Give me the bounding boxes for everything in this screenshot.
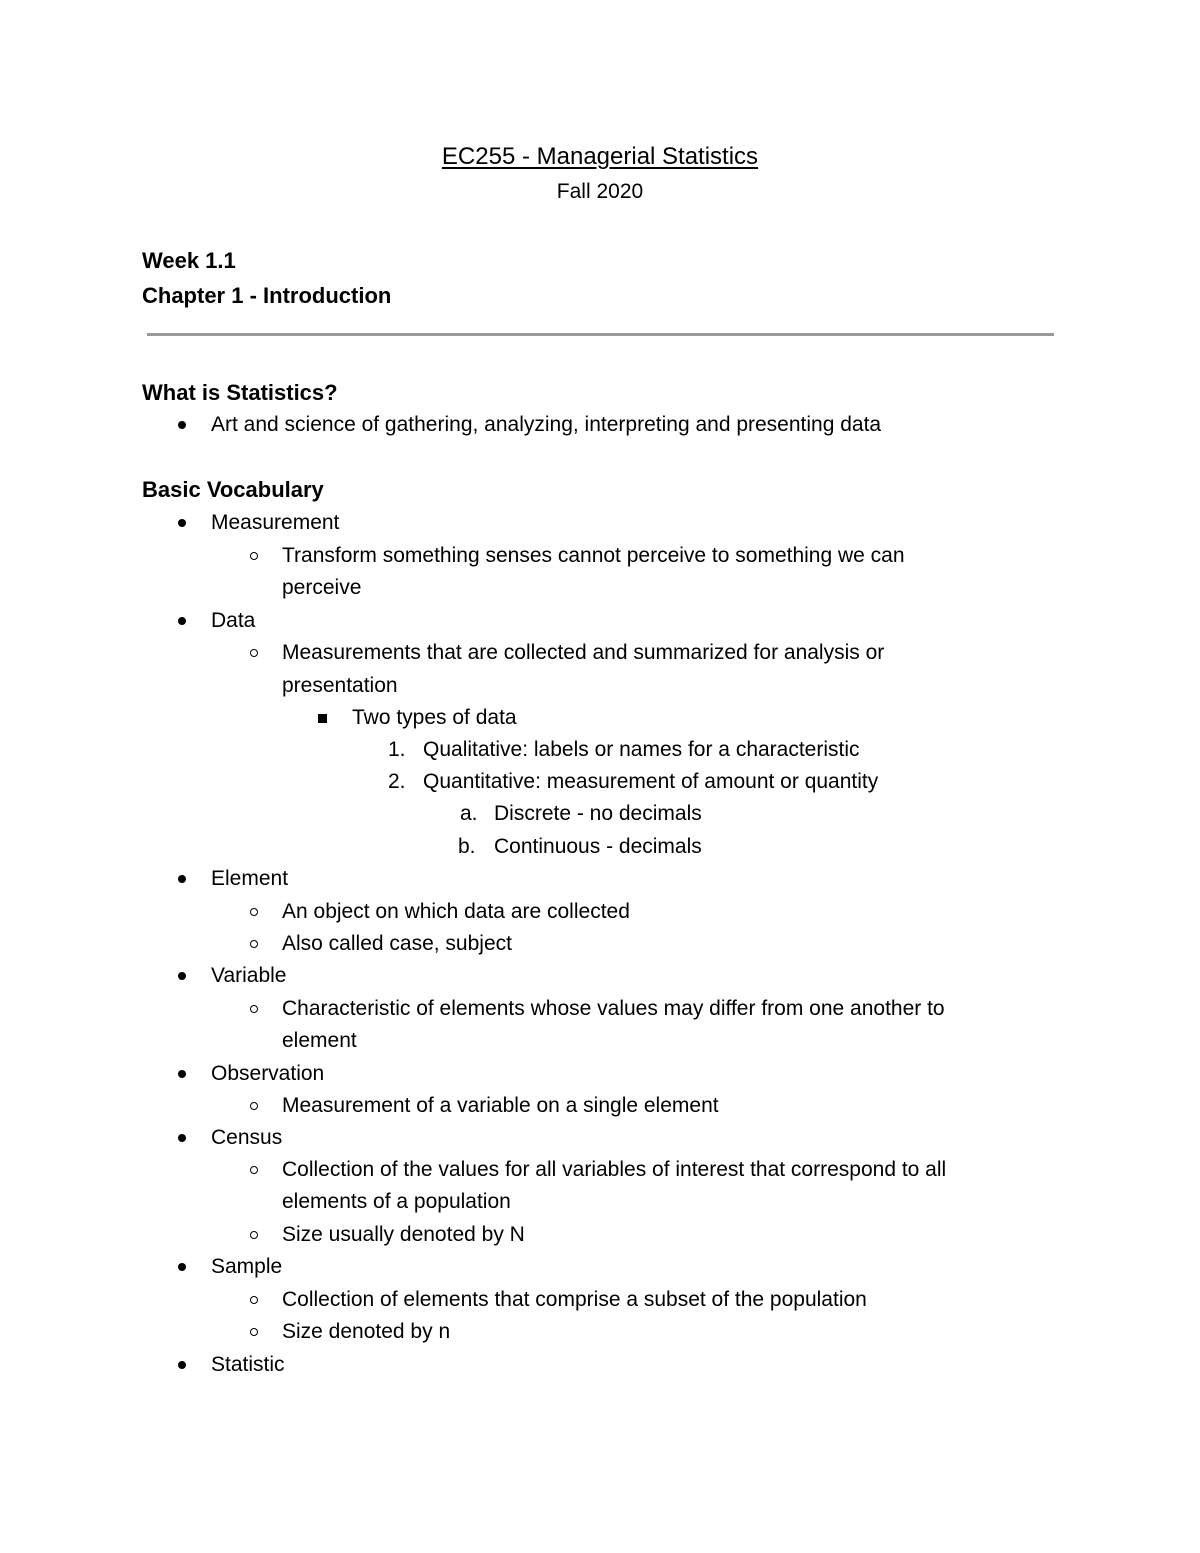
list-item: Measurements that are collected and summarized for analysis or	[282, 641, 885, 664]
list-number: 2.	[388, 770, 406, 793]
chapter-heading: Chapter 1 - Introduction	[142, 283, 392, 308]
list-item: Qualitative: labels or names for a characteristic	[423, 738, 860, 761]
bullet-circle-icon	[250, 1102, 258, 1110]
list-item: Collection of elements that comprise a subset of the population	[282, 1288, 867, 1311]
bullet-circle-icon	[250, 1328, 258, 1336]
bullet-circle-icon	[250, 1166, 258, 1174]
list-item: Measurement of a variable on a single element	[282, 1094, 719, 1117]
list-item: Transform something senses cannot perceive to something we can	[282, 544, 905, 567]
list-item-continuation: presentation	[282, 674, 398, 697]
list-item: Statistic	[211, 1353, 285, 1376]
list-item: Sample	[211, 1255, 283, 1278]
bullet-circle-icon	[250, 649, 258, 657]
list-item-continuation: perceive	[282, 576, 362, 599]
bullet-circle-icon	[250, 1231, 258, 1239]
horizontal-divider	[147, 333, 1054, 336]
list-item-continuation: elements of a population	[282, 1190, 511, 1213]
list-item: Size denoted by n	[282, 1320, 451, 1343]
what-is-statistics-heading: What is Statistics?	[142, 380, 338, 405]
list-item: Element	[211, 867, 289, 890]
list-item: Continuous - decimals	[494, 835, 702, 858]
list-item: Observation	[211, 1062, 325, 1085]
document-term: Fall 2020	[556, 180, 644, 203]
list-number: 1.	[388, 738, 406, 761]
bullet-dot-icon	[178, 1263, 186, 1271]
bullet-dot-icon	[178, 1361, 186, 1369]
week-heading: Week 1.1	[142, 248, 236, 273]
bullet-circle-icon	[250, 1296, 258, 1304]
list-item: Census	[211, 1126, 283, 1149]
bullet-circle-icon	[250, 552, 258, 560]
list-item: Size usually denoted by N	[282, 1223, 525, 1246]
bullet-square-icon	[318, 714, 327, 723]
bullet-circle-icon	[250, 1005, 258, 1013]
list-item: Collection of the values for all variables of interest that correspond to all	[282, 1158, 947, 1181]
list-item: Variable	[211, 964, 287, 987]
basic-vocabulary-heading: Basic Vocabulary	[142, 477, 324, 502]
bullet-circle-icon	[250, 940, 258, 948]
bullet-dot-icon	[178, 1070, 186, 1078]
document-title: EC255 - Managerial Statistics	[441, 143, 759, 170]
bullet-dot-icon	[178, 617, 186, 625]
bullet-dot-icon	[178, 1134, 186, 1142]
list-item: Measurement	[211, 511, 340, 534]
list-item: Two types of data	[352, 706, 517, 729]
list-item: Also called case, subject	[282, 932, 512, 955]
list-item: An object on which data are collected	[282, 900, 630, 923]
bullet-dot-icon	[178, 875, 186, 883]
bullet-dot-icon	[178, 519, 186, 527]
list-item: Art and science of gathering, analyzing, interpreting and presenting data	[211, 413, 882, 436]
list-item: Data	[211, 609, 256, 632]
bullet-circle-icon	[250, 908, 258, 916]
list-item: Discrete - no decimals	[494, 802, 702, 825]
list-item: Quantitative: measurement of amount or quantity	[423, 770, 879, 793]
bullet-dot-icon	[178, 972, 186, 980]
bullet-dot-icon	[178, 421, 186, 429]
list-letter: b.	[458, 835, 476, 858]
list-letter: a.	[460, 802, 478, 825]
list-item-continuation: element	[282, 1029, 357, 1052]
list-item: Characteristic of elements whose values may differ from one another to	[282, 997, 945, 1020]
